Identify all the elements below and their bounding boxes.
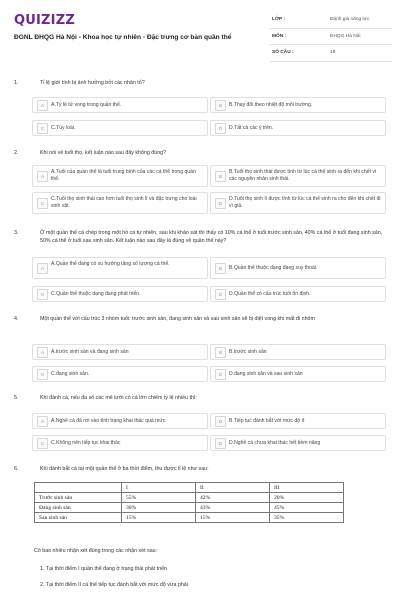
option-letter: D <box>215 123 226 134</box>
option-text: D.Quần thể có cấu trúc tuổi ổn định. <box>229 290 311 297</box>
meta-value: ĐHQG Hà Nội <box>330 33 361 39</box>
table-cell <box>35 483 122 493</box>
meta-label: LỚP : <box>272 17 286 22</box>
table-row <box>35 503 344 513</box>
option-b[interactable] <box>210 257 386 279</box>
option-text: D.Tất cả các ý trên. <box>229 124 274 131</box>
option-letter: D <box>215 198 226 209</box>
data-table <box>34 482 344 523</box>
option-text: A.Tuổi của quần thể là tuổi trung bình của các cá thể trong quần thể. <box>51 169 196 182</box>
option-text: A.trước sinh sản và đang sinh sản <box>51 348 129 355</box>
question-number: 6. <box>14 466 19 472</box>
option-text: C.Không nên tiếp tục khai thác <box>51 439 121 446</box>
question-number: 3. <box>14 230 19 236</box>
question-text: Tỉ lệ giới tính bị ảnh hưởng bởi các nhân tố? <box>40 80 145 86</box>
option-d[interactable] <box>210 192 386 214</box>
option-letter: A <box>37 347 48 358</box>
option-b[interactable] <box>210 344 386 360</box>
option-letter: B <box>215 100 226 111</box>
statement-1: 1. Tại thời điểm I quần thể đang ở trạng thái phát triển <box>40 566 167 572</box>
question-text: Ở một quần thể cá chép trong một hồ cá tự nhiên, sau khi khảo sát thì thấy có 10% cá thể ở tuổi trước sinh sản, 40% cá thể ở tuổi đang sinh sản, 50% cá thể ở tuổi sau sinh sản. Kết luận nào sau đây là đúng về quần thể này? <box>40 230 383 244</box>
question-5 <box>14 395 386 457</box>
worksheet-header <box>0 0 400 68</box>
option-text: C.Tuổi thọ sinh thái cao hơn tuổi thọ sinh lí và đặc trưng cho loài sinh vật. <box>51 196 197 209</box>
meta-table <box>270 12 392 62</box>
option-letter: B <box>215 263 226 274</box>
option-a[interactable] <box>32 257 208 279</box>
option-a[interactable] <box>32 97 208 113</box>
question-number: 4. <box>14 316 19 322</box>
option-letter: C <box>37 369 48 380</box>
table-cell: 30% <box>122 503 196 513</box>
question-followup: Có bao nhiêu nhận xét đúng trong các nhận xét sau: <box>34 548 158 554</box>
option-text: D.Nghề cá chưa khai thác hết tiềm năng <box>229 439 321 446</box>
table-cell: III <box>270 483 344 493</box>
quizizz-logo: QUIZIZZ <box>14 13 75 28</box>
question-text: Khi nói về tuổi thọ, kết luận nào sau đây không đúng? <box>40 150 167 156</box>
option-letter: A <box>37 416 48 427</box>
option-letter: B <box>215 171 226 182</box>
option-d[interactable] <box>210 286 386 302</box>
table-cell: Trước sinh sản <box>35 493 122 503</box>
option-c[interactable] <box>32 120 208 136</box>
option-letter: A <box>37 100 48 111</box>
table-cell: 15% <box>196 513 270 523</box>
question-1 <box>14 80 386 140</box>
option-letter: B <box>215 416 226 427</box>
option-text: A.Tỷ lệ tử vong trong quần thể. <box>51 101 122 108</box>
question-text: Một quần thể với cấu trúc 3 nhóm tuổi: trước sinh sản, đang sinh sản và sau sinh sản sẽ bị diệt vong khi mất đi nhóm <box>40 316 315 322</box>
option-b[interactable] <box>210 165 386 187</box>
option-c[interactable] <box>32 435 208 451</box>
option-text: B.Tuổi thọ sinh thái được tính từ lúc cá thể sinh ra đến khi chết vì các nguyên nhân sinh thái. <box>229 169 377 182</box>
option-letter: D <box>215 289 226 300</box>
option-text: B.Thay đổi theo nhiệt độ môi trường. <box>229 101 313 108</box>
option-text: C.Tùy loài. <box>51 124 76 131</box>
option-text: D.Tuổi thọ sinh lí được tính từ lúc cá thể sinh ra cho đến khi chết đi vì già. <box>229 196 381 209</box>
table-cell: 15% <box>122 513 196 523</box>
question-6 <box>14 466 386 478</box>
statement-2: 2. Tại thời điểm II cá thể tiếp tục đánh bắt với mức độ vừa phải <box>40 582 188 588</box>
option-a[interactable] <box>32 413 208 429</box>
option-letter: B <box>215 347 226 358</box>
option-text: B.trước sinh sản <box>229 348 267 355</box>
table-row <box>35 493 344 503</box>
meta-label: MÔN : <box>272 33 287 39</box>
question-4 <box>14 316 386 386</box>
meta-row-subject <box>270 29 392 46</box>
meta-label: SỐ CÂU : <box>272 50 294 55</box>
table-cell: 43% <box>196 503 270 513</box>
option-letter: D <box>215 369 226 380</box>
table-cell: II <box>196 483 270 493</box>
option-letter: C <box>37 198 48 209</box>
question-number: 2. <box>14 150 19 156</box>
option-d[interactable] <box>210 435 386 451</box>
option-c[interactable] <box>32 286 208 302</box>
question-text: Khi đánh bắt cá tại một quần thể ở ba thời điểm, thu được tỉ lệ như sau: <box>40 466 209 472</box>
option-letter: C <box>37 438 48 449</box>
option-a[interactable] <box>32 165 208 187</box>
meta-value: 18 <box>330 50 336 55</box>
option-d[interactable] <box>210 120 386 136</box>
meta-row-count <box>270 45 392 62</box>
table-cell: I <box>122 483 196 493</box>
table-cell: 45% <box>270 503 344 513</box>
option-c[interactable] <box>32 366 208 382</box>
meta-row-class <box>270 12 392 29</box>
table-cell: 20% <box>270 493 344 503</box>
option-letter: D <box>215 438 226 449</box>
option-letter: C <box>37 289 48 300</box>
option-letter: A <box>37 171 48 182</box>
option-text: B.Tiếp tục đánh bắt với mức độ ít <box>229 417 305 424</box>
table-cell: Đang sinh sản <box>35 503 122 513</box>
option-text: C.đang sinh sản. <box>51 370 90 377</box>
meta-value: Đánh giá năng lực <box>330 17 370 22</box>
option-text: D.đang sinh sản và sau sinh sản <box>229 370 303 377</box>
option-c[interactable] <box>32 192 208 214</box>
option-letter: A <box>37 263 48 274</box>
table-cell: Sau sinh sản <box>35 513 122 523</box>
option-b[interactable] <box>210 413 386 429</box>
table-cell: 35% <box>270 513 344 523</box>
option-letter: C <box>37 123 48 134</box>
option-b[interactable] <box>210 97 386 113</box>
worksheet-title: ĐGNL ĐHQG Hà Nội - Khoa học tự nhiên - Đặc trưng cơ bản quần thể <box>14 34 232 41</box>
question-3 <box>14 230 386 314</box>
option-text: B.Quần thể thuộc dạng đang suy thoái. <box>229 264 318 271</box>
table-cell: 55% <box>122 493 196 503</box>
table-header-row <box>35 483 344 493</box>
table-row <box>35 513 344 523</box>
question-number: 1. <box>14 80 19 86</box>
option-text: A.Nghề cá đã rơi vào tình trạng khai thác quá mức <box>51 417 166 424</box>
option-d[interactable] <box>210 366 386 382</box>
question-text: Khi đánh cá, nếu đa số các mẻ lưới có cá lớn chiếm tỷ lệ nhiều thì: <box>40 395 197 401</box>
option-text: A.Quần thể đang có xu hướng tăng số lượng cá thể. <box>51 261 170 267</box>
option-text: C.Quần thể thuộc dạng đang phát triển. <box>51 290 141 297</box>
question-2 <box>14 150 386 224</box>
option-a[interactable] <box>32 344 208 360</box>
table-cell: 42% <box>196 493 270 503</box>
question-number: 5. <box>14 395 19 401</box>
